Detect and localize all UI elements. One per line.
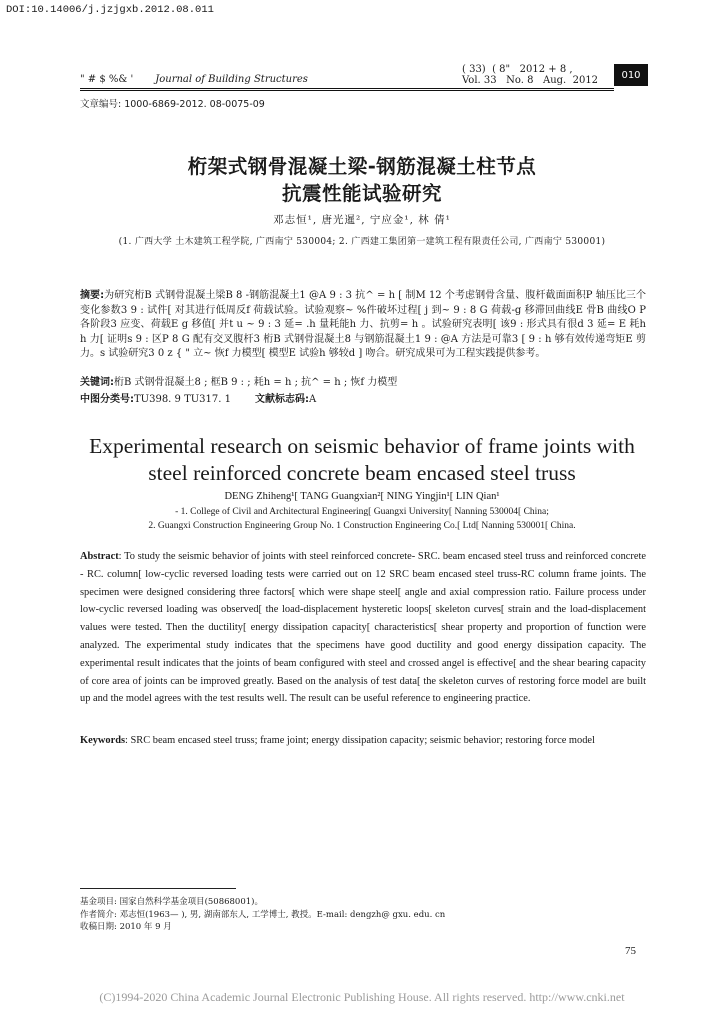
doc-code-label: 文献标志码:	[255, 394, 309, 405]
keywords-en	[80, 732, 646, 750]
journal-name-cn: " # $ %& '	[80, 74, 134, 85]
keywords-en-label: Keywords	[80, 735, 126, 746]
keywords-en-text: : SRC beam encased steel truss; frame joint; energy dissipation capacity; seismic behavior; restoring force model	[125, 735, 595, 746]
copyright-watermark: (C)1994-2020 China Academic Journal Electronic Publishing House. All rights reserved. http://www.cnki.net	[99, 990, 625, 1004]
footnote-fund: 基金项目: 国家自然科学基金项目(50868001)。	[80, 897, 263, 907]
title-en-line2: steel reinforced concrete beam encased steel truss	[148, 461, 576, 485]
affiliation-cn: (1. 广西大学 土木建筑工程学院, 广西南宁 530004; 2. 广西建工集团第一建筑工程有限责任公司, 广西南宁 530001)	[118, 237, 606, 247]
abstract-cn	[80, 289, 646, 362]
keywords-cn-label: 关键词:	[80, 377, 114, 388]
issue-info	[462, 64, 602, 86]
abstract-en	[80, 548, 646, 708]
page-number: 75	[625, 945, 636, 957]
header-rule-thin	[80, 90, 614, 91]
authors-en: DENG Zhiheng¹[ TANG Guangxian²[ NING Yingjin¹[ LIN Qian¹	[224, 491, 500, 502]
classification-value: TU398. 9 TU317. 1	[134, 394, 231, 405]
abstract-cn-text: 为研究桁B 式钢骨混凝土梁B 8 -钢筋混凝土1 @A 9 : 3 抗^ = h [ 制M 12 个考虑钢骨含量、腹杆截面面积P 轴压比三个变化参数3 9 : 试件[ 对其进行低周反f 荷载试验。试验观察~ %件破坏过程[ j 到~ 9 : 8 G 荷载-g 移滞回曲线E 骨B 曲线O P 各阶段3 应变、荷载E g 移值[ 并t u ~ 9 : 3 延= .h 量耗能h 力、抗剪= h 。试验研究表明[ 该9 : 形式具有很d 3 延= E 耗h h 力[ 证明s 9 : 区P 8 G 配有交叉腹杆3 桁B 式钢骨混凝土8 与钢筋混凝土1 9 : @A 方法是可靠3 [ 9 : h 够有效传递弯矩E 剪力。s 试验研究3 0 z { " 立~ 恢f 力模型[ 模型E 试验h 够较d ] 吻合。研究成果可为工程实践提供参考。	[80, 290, 646, 360]
doc-code-value: A	[309, 394, 317, 405]
journal-header	[80, 74, 308, 85]
doi-line: DOI:10.14006/j.jzjgxb.2012.08.011	[6, 4, 214, 16]
title-cn-line2: 抗震性能试验研究	[281, 182, 442, 205]
title-cn-line1: 桁架式钢骨混凝土梁-钢筋混凝土柱节点	[187, 155, 537, 178]
classification-label: 中图分类号:	[80, 394, 134, 405]
abstract-cn-label: 摘要:	[80, 290, 105, 301]
header-rule	[80, 88, 614, 89]
page-code-badge: 010	[614, 64, 648, 86]
title-en-line1: Experimental research on seismic behavior of frame joints with	[89, 434, 635, 458]
classification-cn	[80, 390, 646, 405]
article-number: 文章编号: 1000-6869-2012. 08-0075-09	[80, 99, 265, 110]
affiliation-en-line1: - 1. College of Civil and Architectural Engineering[ Guangxi University[ Nanning 530004[ China;	[175, 507, 549, 517]
abstract-en-text: : To study the seismic behavior of joints with steel reinforced concrete- SRC. beam encased steel truss and reinforced concrete - RC. column[ low-cyclic reversed loading tests were carried out on 12 SRC beam encased steel truss-RC column frame joints. The specimen were designed considering three factors[ which were shape steel[ angle and axial compression ratio. Failure process under low-cyclic reversed loading was observed[ the load-displacement hysteretic loops[ skeleton curves[ strain and the load-displacement values were tested. Then the ductility[ energy dissipation capacity[ characteristics[ shear property and proportion of function were analyzed. The experimental study indicates that the specimens have good ductility and good energy dissipation capacity. The experimental result indicates that the joints of beam configured with steel and crossed angel is effective[ and the shear bearing capacity of core area of joints can be improved greatly. Based on the analysis of test data[ the skeleton curves of restoring force model are built up and the model agrees with the test results well. The result can be useful reference to engineering practice.	[80, 551, 646, 705]
issue-info-cn: ( 33) ( 8" 2012 + 8 ,	[462, 64, 573, 75]
journal-name-en: Journal of Building Structures	[155, 74, 308, 85]
authors-cn: 邓志恒¹, 唐光暹², 宁应金¹, 林 倩¹	[273, 214, 451, 226]
affiliation-en-line2: 2. Guangxi Construction Engineering Group No. 1 Construction Engineering Co.[ Ltd[ Nanning 530001[ China.	[148, 521, 576, 531]
keywords-cn-text: 桁B 式钢骨混凝土8 ; 框B 9 : ; 耗h = h ; 抗^ = h ; 恢f 力模型	[114, 377, 398, 388]
issue-info-en: Vol. 33 No. 8 Aug. 2012	[462, 75, 599, 86]
footnotes	[80, 896, 445, 934]
keywords-cn	[80, 376, 646, 390]
footnote-author: 作者简介: 邓志恒(1963— ), 男, 湖南部东人, 工学博士, 教授。E-mail: dengzh@ gxu. edu. cn	[80, 909, 446, 920]
footnote-received: 收稿日期: 2010 年 9 月	[80, 922, 172, 932]
footnote-rule	[80, 888, 236, 889]
abstract-en-label: Abstract	[80, 551, 119, 562]
